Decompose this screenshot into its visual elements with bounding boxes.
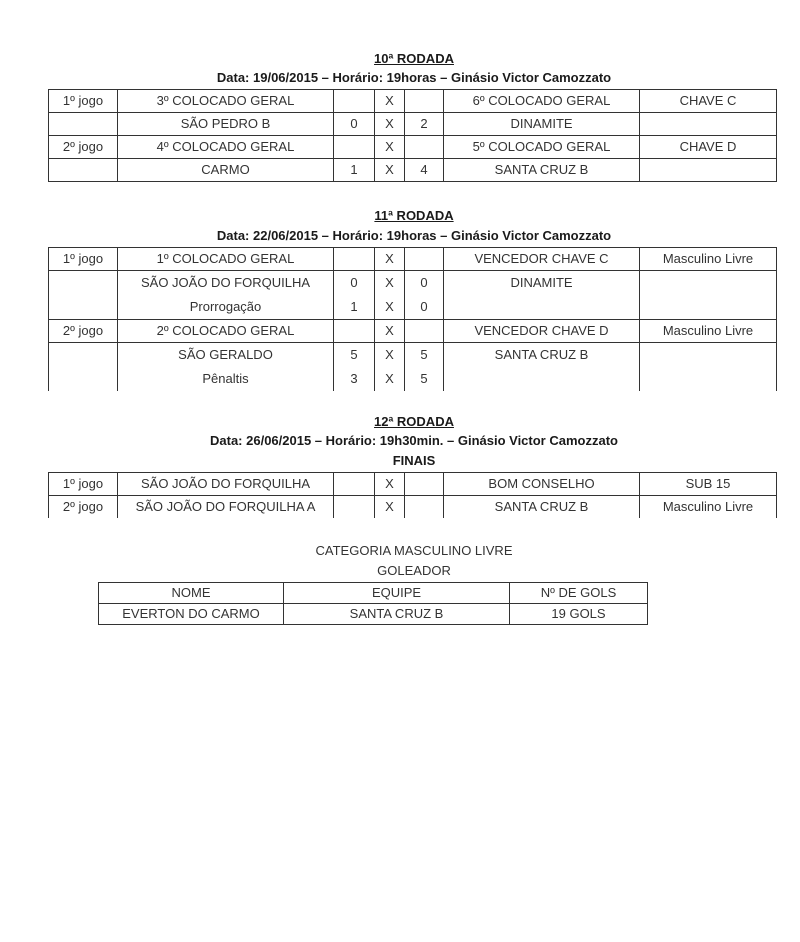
table-row — [49, 473, 777, 496]
table-row — [99, 604, 648, 625]
home-team: CARMO — [118, 159, 334, 182]
versus: X — [375, 159, 405, 182]
category: SUB 15 — [640, 473, 777, 496]
home-score: 0 — [334, 113, 375, 136]
home-score — [334, 496, 375, 519]
away-score: 2 — [405, 113, 444, 136]
home-score: 1 — [334, 159, 375, 182]
away-score-cell — [405, 343, 444, 392]
home-score — [334, 473, 375, 496]
scorers-category: CATEGORIA MASCULINO LIVRE — [315, 543, 513, 558]
away-score — [405, 248, 444, 271]
away-score — [405, 136, 444, 159]
versus: X — [375, 320, 405, 343]
penalties-versus: X — [385, 371, 394, 386]
away-team: VENCEDOR CHAVE C — [444, 248, 640, 271]
away-score-cell — [405, 271, 444, 320]
round-11-title: 11ª RODADA — [374, 208, 454, 223]
home-score — [334, 136, 375, 159]
scorer-name: EVERTON DO CARMO — [99, 604, 284, 625]
home-score: 5 — [350, 347, 358, 362]
away-team: 5º COLOCADO GERAL — [444, 136, 640, 159]
category: CHAVE D — [640, 136, 777, 159]
round-10-info: Data: 19/06/2015 – Horário: 19horas – Ginásio Victor Camozzato — [216, 70, 612, 85]
versus: X — [375, 90, 405, 113]
versus: X — [375, 473, 405, 496]
penalties-home-score: 3 — [350, 371, 358, 386]
home-team-cell — [118, 343, 334, 392]
penalties-away-score: 5 — [420, 371, 428, 386]
round-12-table — [48, 472, 777, 518]
home-score — [334, 90, 375, 113]
round-12-info: Data: 26/06/2015 – Horário: 19h30min. – Ginásio Victor Camozzato — [210, 433, 618, 448]
table-row — [49, 248, 777, 271]
table-row — [49, 343, 777, 392]
home-score — [334, 320, 375, 343]
table-row — [49, 271, 777, 320]
away-score: 0 — [420, 275, 428, 290]
home-score — [334, 248, 375, 271]
round-11-table — [48, 247, 777, 391]
column-header-goals: Nº DE GOLS — [510, 583, 648, 604]
scorers-title: GOLEADOR — [377, 563, 451, 578]
category: Masculino Livre — [640, 496, 777, 519]
game-number: 1º jogo — [49, 473, 118, 496]
game-number — [49, 271, 118, 320]
away-team: 6º COLOCADO GERAL — [444, 90, 640, 113]
home-team: SÃO JOÃO DO FORQUILHA — [140, 275, 311, 290]
category: Masculino Livre — [640, 248, 777, 271]
column-header-name: NOME — [99, 583, 284, 604]
home-score-cell — [334, 343, 375, 392]
extra-versus: X — [385, 299, 394, 314]
category: Masculino Livre — [640, 320, 777, 343]
round-12-title: 12ª RODADA — [374, 414, 454, 429]
versus: X — [385, 275, 394, 290]
extra-home-score: 1 — [350, 299, 358, 314]
category — [640, 159, 777, 182]
away-team: SANTA CRUZ B — [494, 347, 589, 362]
penalties-label: Pênaltis — [202, 371, 249, 386]
versus-cell — [375, 271, 405, 320]
scorer-goals: 19 GOLS — [510, 604, 648, 625]
round-10-table — [48, 89, 777, 182]
away-team-cell — [444, 271, 640, 320]
extra-away-score: 0 — [420, 299, 428, 314]
column-header-team: EQUIPE — [284, 583, 510, 604]
away-score: 5 — [420, 347, 428, 362]
home-score: 0 — [350, 275, 358, 290]
game-number — [49, 343, 118, 392]
game-number: 1º jogo — [49, 90, 118, 113]
away-team: DINAMITE — [444, 113, 640, 136]
table-header-row — [99, 583, 648, 604]
home-team: 3º COLOCADO GERAL — [118, 90, 334, 113]
game-number: 2º jogo — [49, 320, 118, 343]
game-number: 2º jogo — [49, 136, 118, 159]
versus: X — [375, 136, 405, 159]
versus: X — [385, 347, 394, 362]
home-score-cell — [334, 271, 375, 320]
game-number: 2º jogo — [49, 496, 118, 519]
away-team: SANTA CRUZ B — [444, 159, 640, 182]
round-10-title: 10ª RODADA — [374, 51, 454, 66]
away-score: 4 — [405, 159, 444, 182]
table-row — [49, 320, 777, 343]
category: CHAVE C — [640, 90, 777, 113]
game-number — [49, 113, 118, 136]
away-team: BOM CONSELHO — [444, 473, 640, 496]
home-team-cell — [118, 271, 334, 320]
home-team: SÃO JOÃO DO FORQUILHA — [118, 473, 334, 496]
away-team-cell — [444, 343, 640, 392]
away-score — [405, 320, 444, 343]
category — [640, 271, 777, 320]
round-12-stage: FINAIS — [392, 453, 436, 468]
versus: X — [375, 113, 405, 136]
table-row — [49, 90, 777, 113]
away-team: VENCEDOR CHAVE D — [444, 320, 640, 343]
home-team: 1º COLOCADO GERAL — [118, 248, 334, 271]
versus-cell — [375, 343, 405, 392]
away-team: DINAMITE — [510, 275, 573, 290]
home-team: 4º COLOCADO GERAL — [118, 136, 334, 159]
away-score — [405, 473, 444, 496]
away-score — [405, 90, 444, 113]
extra-time-label: Prorrogação — [189, 299, 262, 314]
category — [640, 113, 777, 136]
table-row — [49, 496, 777, 519]
round-11-info: Data: 22/06/2015 – Horário: 19horas – Ginásio Victor Camozzato — [216, 228, 612, 243]
scorer-team: SANTA CRUZ B — [284, 604, 510, 625]
top-scorer-table — [98, 582, 648, 625]
home-team: SÃO JOÃO DO FORQUILHA A — [118, 496, 334, 519]
table-row — [49, 136, 777, 159]
table-row — [49, 113, 777, 136]
game-number: 1º jogo — [49, 248, 118, 271]
table-row — [49, 159, 777, 182]
home-team: SÃO GERALDO — [178, 347, 273, 362]
versus: X — [375, 496, 405, 519]
category — [640, 343, 777, 392]
versus: X — [375, 248, 405, 271]
game-number — [49, 159, 118, 182]
away-score — [405, 496, 444, 519]
home-team: 2º COLOCADO GERAL — [118, 320, 334, 343]
home-team: SÃO PEDRO B — [118, 113, 334, 136]
away-team: SANTA CRUZ B — [444, 496, 640, 519]
